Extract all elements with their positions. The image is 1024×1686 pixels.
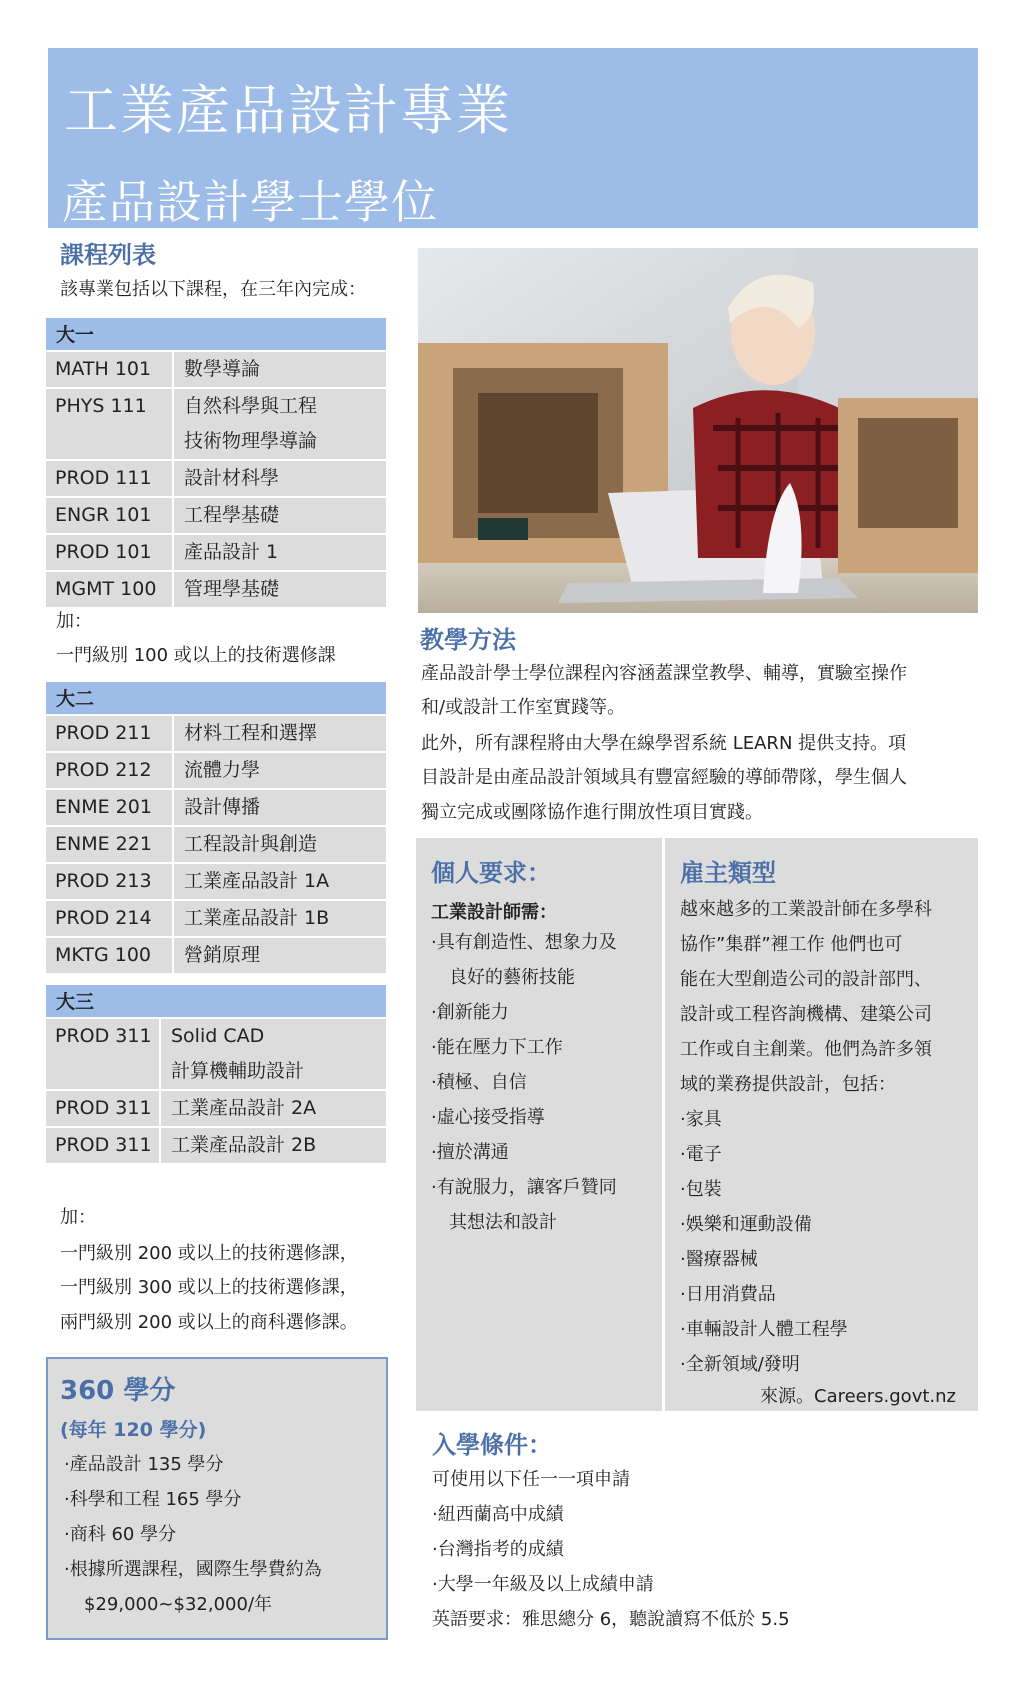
year1-plus-line: 一門級別 100 或以上的技術選修課 bbox=[56, 645, 336, 666]
year1-heading: 大一 bbox=[46, 318, 386, 352]
list-item: ·具有創造性、想象力及 bbox=[431, 932, 617, 953]
table-row bbox=[46, 352, 386, 389]
table-row bbox=[46, 716, 386, 753]
course-code: PROD 211 bbox=[46, 716, 174, 751]
list-item: ·家具 bbox=[680, 1109, 722, 1130]
credits-fee: $29,000~$32,000/年 bbox=[84, 1594, 273, 1615]
table-row bbox=[46, 535, 386, 572]
course-name: 產品設計 1 bbox=[184, 541, 279, 563]
table-row bbox=[46, 1091, 386, 1128]
list-item: ·創新能力 bbox=[431, 1002, 509, 1023]
course-code: PROD 101 bbox=[46, 535, 174, 570]
credits-item: ·科學和工程 165 學分 bbox=[64, 1489, 242, 1510]
list-item: 能在大型創造公司的設計部門、 bbox=[680, 969, 932, 990]
course-list-intro: 該專業包括以下課程，在三年內完成： bbox=[60, 279, 366, 300]
credits-item: ·產品設計 135 學分 bbox=[64, 1454, 224, 1475]
employers-list bbox=[680, 892, 932, 1382]
course-code: PHYS 111 bbox=[46, 389, 174, 459]
course-name: 工業產品設計 1B bbox=[184, 907, 330, 929]
course-code: MATH 101 bbox=[46, 352, 174, 387]
course-name: 技術物理學導論 bbox=[184, 430, 318, 452]
list-item: 良好的藝術技能 bbox=[431, 967, 575, 988]
list-item: 越來越多的工業設計師在多學科 bbox=[680, 899, 932, 920]
page-title: 工業產品設計專業 bbox=[64, 79, 512, 142]
table-row bbox=[46, 461, 386, 498]
course-name: Solid CAD bbox=[171, 1025, 265, 1047]
source-credit: 來源。Careers.govt.nz bbox=[760, 1386, 956, 1407]
credits-subtitle: (每年 120 學分) bbox=[60, 1419, 207, 1441]
table-row bbox=[46, 753, 386, 790]
course-code: ENME 201 bbox=[46, 790, 174, 825]
teaching-line: 獨立完成或團隊協作進行開放性項目實踐。 bbox=[421, 802, 763, 823]
list-item: 可使用以下任一一項申請 bbox=[432, 1469, 630, 1490]
course-name: 工程學基礎 bbox=[184, 504, 280, 526]
course-name: 營銷原理 bbox=[184, 944, 261, 966]
requirements-subheading: 工業設計師需： bbox=[431, 902, 557, 923]
course-code: PROD 212 bbox=[46, 753, 174, 788]
year3-plus-line: 一門級別 200 或以上的技術選修課， bbox=[60, 1243, 358, 1264]
course-code: PROD 311 bbox=[46, 1091, 161, 1126]
teaching-heading: 教學方法 bbox=[420, 626, 516, 654]
employers-heading: 雇主類型 bbox=[680, 859, 776, 887]
admission-list bbox=[432, 1462, 790, 1637]
teaching-line: 產品設計學士學位課程內容涵蓋課堂教學、輔導，實驗室操作 bbox=[421, 663, 907, 684]
year2-heading: 大二 bbox=[46, 682, 386, 716]
list-item: ·醫療器械 bbox=[680, 1249, 758, 1270]
course-code: ENME 221 bbox=[46, 827, 174, 862]
year3-heading: 大三 bbox=[46, 985, 386, 1019]
list-item: ·能在壓力下工作 bbox=[431, 1037, 563, 1058]
year1-plus-label: 加： bbox=[56, 611, 92, 632]
teaching-line: 和/或設計工作室實踐等。 bbox=[421, 697, 626, 718]
course-code: ENGR 101 bbox=[46, 498, 174, 533]
year3-table bbox=[46, 985, 386, 1165]
year3-plus-line: 一門級別 300 或以上的技術選修課， bbox=[60, 1277, 358, 1298]
list-item: ·車輛設計人體工程學 bbox=[680, 1319, 848, 1340]
list-item: ·日用消費品 bbox=[680, 1284, 776, 1305]
course-name: 計算機輔助設計 bbox=[171, 1060, 305, 1082]
list-item: ·擅於溝通 bbox=[431, 1142, 509, 1163]
list-item: ·有說服力，讓客戶贊同 bbox=[431, 1177, 617, 1198]
course-name: 流體力學 bbox=[184, 759, 261, 781]
page-subtitle: 產品設計學士學位 bbox=[62, 175, 438, 229]
table-row bbox=[46, 901, 386, 938]
course-name: 工業產品設計 2A bbox=[171, 1097, 317, 1119]
course-name: 設計材科學 bbox=[184, 467, 280, 489]
table-row bbox=[46, 1128, 386, 1165]
course-code: MGMT 100 bbox=[46, 572, 174, 607]
credits-title: 360 學分 bbox=[60, 1376, 176, 1406]
teaching-line: 此外，所有課程將由大學在線學習系統 LEARN 提供支持。項 bbox=[421, 733, 907, 754]
credits-item: ·根據所選課程，國際生學費約為 bbox=[64, 1559, 322, 1580]
course-name: 管理學基礎 bbox=[184, 578, 280, 600]
year2-table bbox=[46, 682, 386, 975]
course-name: 工業產品設計 2B bbox=[171, 1134, 317, 1156]
course-code: MKTG 100 bbox=[46, 938, 174, 973]
table-row bbox=[46, 938, 386, 975]
list-item: ·全新領域/發明 bbox=[680, 1354, 800, 1375]
table-row bbox=[46, 1019, 386, 1091]
course-code: PROD 111 bbox=[46, 461, 174, 496]
list-item: 域的業務提供設計，包括： bbox=[680, 1074, 896, 1095]
list-item: ·大學一年級及以上成績申請 bbox=[432, 1574, 654, 1595]
teaching-line: 目設計是由產品設計領域具有豐富經驗的導師帶隊，學生個人 bbox=[421, 767, 907, 788]
course-code: PROD 214 bbox=[46, 901, 174, 936]
course-name: 設計傳播 bbox=[184, 796, 261, 818]
table-row bbox=[46, 389, 386, 461]
list-item: 設計或工程咨詢機構、建築公司 bbox=[680, 1004, 932, 1025]
list-item: ·電子 bbox=[680, 1144, 722, 1165]
year3-plus-label: 加： bbox=[60, 1207, 96, 1228]
table-row bbox=[46, 572, 386, 609]
course-name: 工業產品設計 1A bbox=[184, 870, 330, 892]
table-row bbox=[46, 827, 386, 864]
student-3d-printer-photo bbox=[418, 248, 978, 613]
admission-heading: 入學條件： bbox=[432, 1431, 552, 1459]
list-item: ·虛心接受指導 bbox=[431, 1107, 545, 1128]
table-row bbox=[46, 790, 386, 827]
course-name: 自然科學與工程 bbox=[184, 395, 318, 417]
list-item: ·積極、自信 bbox=[431, 1072, 527, 1093]
year3-plus-line: 兩門級別 200 或以上的商科選修課。 bbox=[60, 1312, 358, 1333]
list-item: 英語要求：雅思總分 6，聽說讀寫不低於 5.5 bbox=[432, 1609, 790, 1630]
table-row bbox=[46, 864, 386, 901]
list-item: 其想法和設計 bbox=[431, 1212, 557, 1233]
list-item: 工作或自主創業。他們為許多領 bbox=[680, 1039, 932, 1060]
list-item: ·台灣指考的成績 bbox=[432, 1539, 564, 1560]
requirements-list bbox=[431, 925, 617, 1240]
list-item: ·包裝 bbox=[680, 1179, 722, 1200]
course-list-heading: 課程列表 bbox=[60, 241, 156, 269]
course-name: 材料工程和選擇 bbox=[184, 722, 318, 744]
course-code: PROD 213 bbox=[46, 864, 174, 899]
course-code: PROD 311 bbox=[46, 1128, 161, 1163]
list-item: 協作”集群”裡工作 他們也可 bbox=[680, 934, 903, 955]
course-name: 工程設計與創造 bbox=[184, 833, 318, 855]
list-item: ·娛樂和運動設備 bbox=[680, 1214, 812, 1235]
course-name: 數學導論 bbox=[184, 358, 261, 380]
table-row bbox=[46, 498, 386, 535]
list-item: ·紐西蘭高中成績 bbox=[432, 1504, 564, 1525]
requirements-heading: 個人要求： bbox=[431, 859, 551, 887]
year1-table bbox=[46, 318, 386, 609]
credits-item: ·商科 60 學分 bbox=[64, 1524, 177, 1545]
course-code: PROD 311 bbox=[46, 1019, 161, 1089]
